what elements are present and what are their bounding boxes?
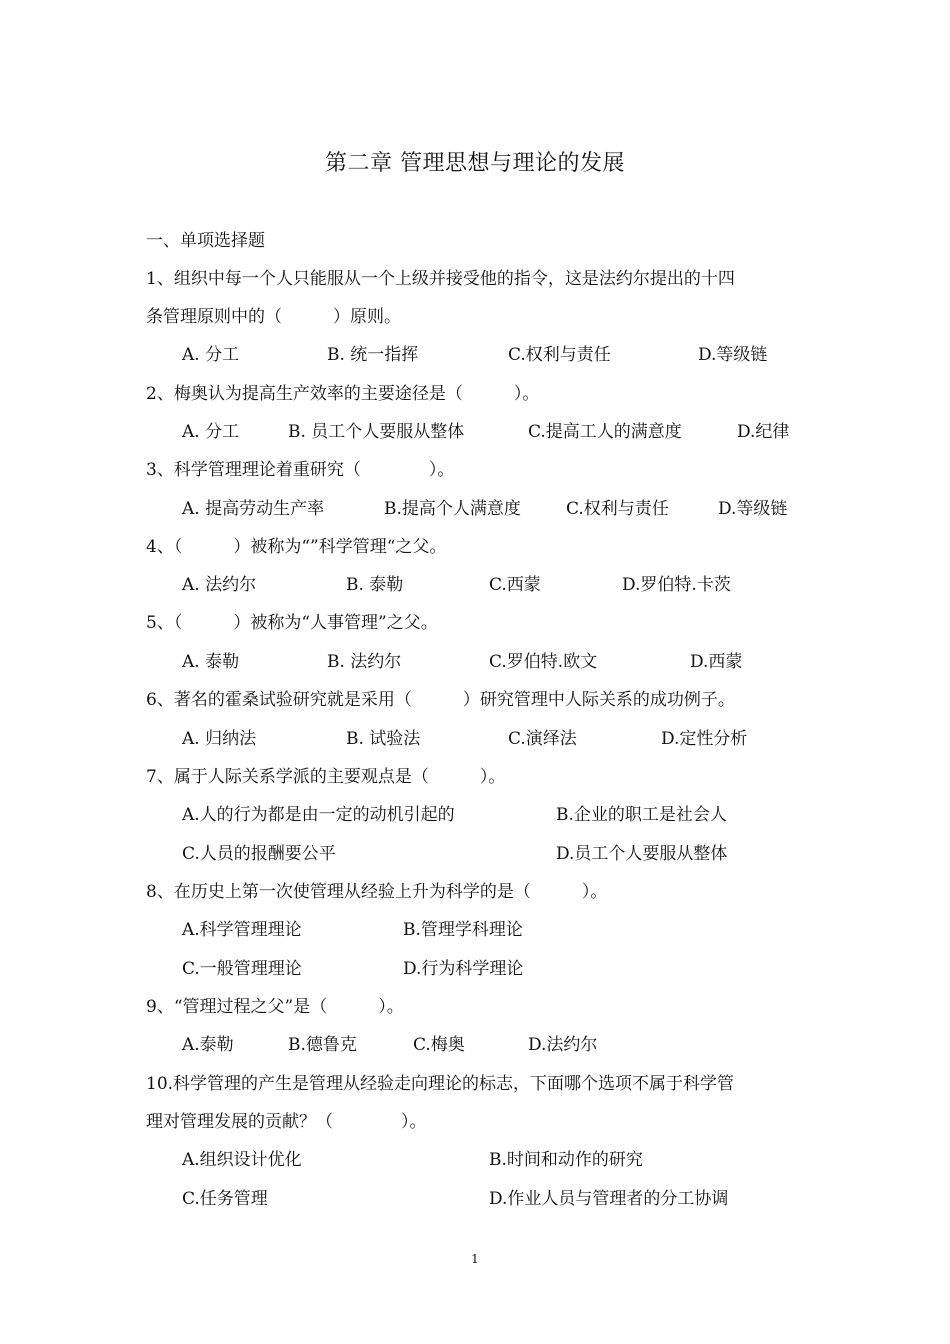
question-4-line-1: 4、（ ）被称为“”科学管理“之父。 — [146, 537, 447, 557]
question-3-option-d: D.等级链 — [718, 499, 788, 519]
question-7-option-c: C.人员的报酬要公平 — [182, 844, 336, 864]
question-9-option-d: D.法约尔 — [528, 1035, 598, 1055]
question-9-option-a: A.泰勒 — [182, 1035, 234, 1055]
question-9-option-b: B.德鲁克 — [288, 1035, 357, 1055]
question-7-option-a: A.人的行为都是由一定的动机引起的 — [182, 805, 455, 825]
question-1-option-a: A. 分工 — [182, 345, 240, 365]
question-6-option-c: C.演绎法 — [508, 729, 577, 749]
question-3-line-1: 3、科学管理理论着重研究（ ）。 — [146, 460, 455, 480]
question-6-option-b: B. 试验法 — [346, 729, 421, 749]
question-10-option-a: A.组织设计优化 — [182, 1150, 302, 1170]
question-1-line-2: 条管理原则中的（ ）原则。 — [146, 307, 401, 327]
question-8-option-c: C.一般管理理论 — [182, 959, 302, 979]
question-5-option-c: C.罗伯特.欧文 — [489, 652, 598, 672]
question-2-option-a: A. 分工 — [182, 422, 240, 442]
question-7-line-1: 7、属于人际关系学派的主要观点是（ ）。 — [146, 767, 506, 787]
question-8-line-1: 8、在历史上第一次使管理从经验上升为科学的是（ ）。 — [146, 882, 608, 902]
question-1-option-d: D.等级链 — [698, 345, 768, 365]
section-heading: 一、单项选择题 — [146, 231, 265, 251]
question-7-option-b: B.企业的职工是社会人 — [556, 805, 727, 825]
question-2-option-c: C.提高工人的满意度 — [528, 422, 682, 442]
question-8-option-b: B.管理学科理论 — [403, 920, 523, 940]
question-1-option-b: B. 统一指挥 — [327, 345, 419, 365]
question-9-line-1: 9、“管理过程之父”是（ ）。 — [146, 997, 404, 1017]
question-5-line-1: 5、（ ）被称为“人事管理”之父。 — [146, 613, 438, 633]
question-7-option-d: D.员工个人要服从整体 — [556, 844, 728, 864]
question-2-line-1: 2、梅奥认为提高生产效率的主要途径是（ ）。 — [146, 384, 540, 404]
question-10-option-c: C.任务管理 — [182, 1189, 268, 1209]
question-10-line-2: 理对管理发展的贡献？（ ）。 — [146, 1112, 427, 1132]
question-6-option-a: A. 归纳法 — [182, 729, 257, 749]
question-9-option-c: C.梅奥 — [413, 1035, 465, 1055]
question-2-option-d: D.纪律 — [737, 422, 790, 442]
question-8-option-a: A.科学管理理论 — [182, 920, 302, 940]
chapter-title: 第二章 管理思想与理论的发展 — [325, 151, 625, 176]
question-4-option-c: C.西蒙 — [489, 575, 541, 595]
question-5-option-b: B. 法约尔 — [327, 652, 402, 672]
question-10-line-1: 10.科学管理的产生是管理从经验走向理论的标志，下面哪个选项不属于科学管 — [146, 1074, 735, 1094]
question-1-option-c: C.权利与责任 — [508, 345, 611, 365]
question-6-option-d: D.定性分析 — [661, 729, 748, 749]
page-number: 1 — [471, 1252, 479, 1266]
question-10-option-d: D.作业人员与管理者的分工协调 — [489, 1189, 729, 1209]
question-5-option-a: A. 泰勒 — [182, 652, 240, 672]
question-1-line-1: 1、组织中每一个人只能服从一个上级并接受他的指令，这是法约尔提出的十四 — [146, 269, 735, 289]
question-4-option-b: B. 泰勒 — [346, 575, 404, 595]
question-4-option-a: A. 法约尔 — [182, 575, 257, 595]
question-2-option-b: B. 员工个人要服从整体 — [288, 422, 465, 442]
question-3-option-b: B.提高个人满意度 — [384, 499, 521, 519]
question-6-line-1: 6、著名的霍桑试验研究就是采用（ ）研究管理中人际关系的成功例子。 — [146, 690, 735, 710]
question-3-option-c: C.权利与责任 — [566, 499, 669, 519]
question-4-option-d: D.罗伯特.卡茨 — [622, 575, 731, 595]
question-10-option-b: B.时间和动作的研究 — [489, 1150, 643, 1170]
question-8-option-d: D.行为科学理论 — [403, 959, 524, 979]
question-3-option-a: A. 提高劳动生产率 — [182, 499, 325, 519]
question-5-option-d: D.西蒙 — [690, 652, 743, 672]
